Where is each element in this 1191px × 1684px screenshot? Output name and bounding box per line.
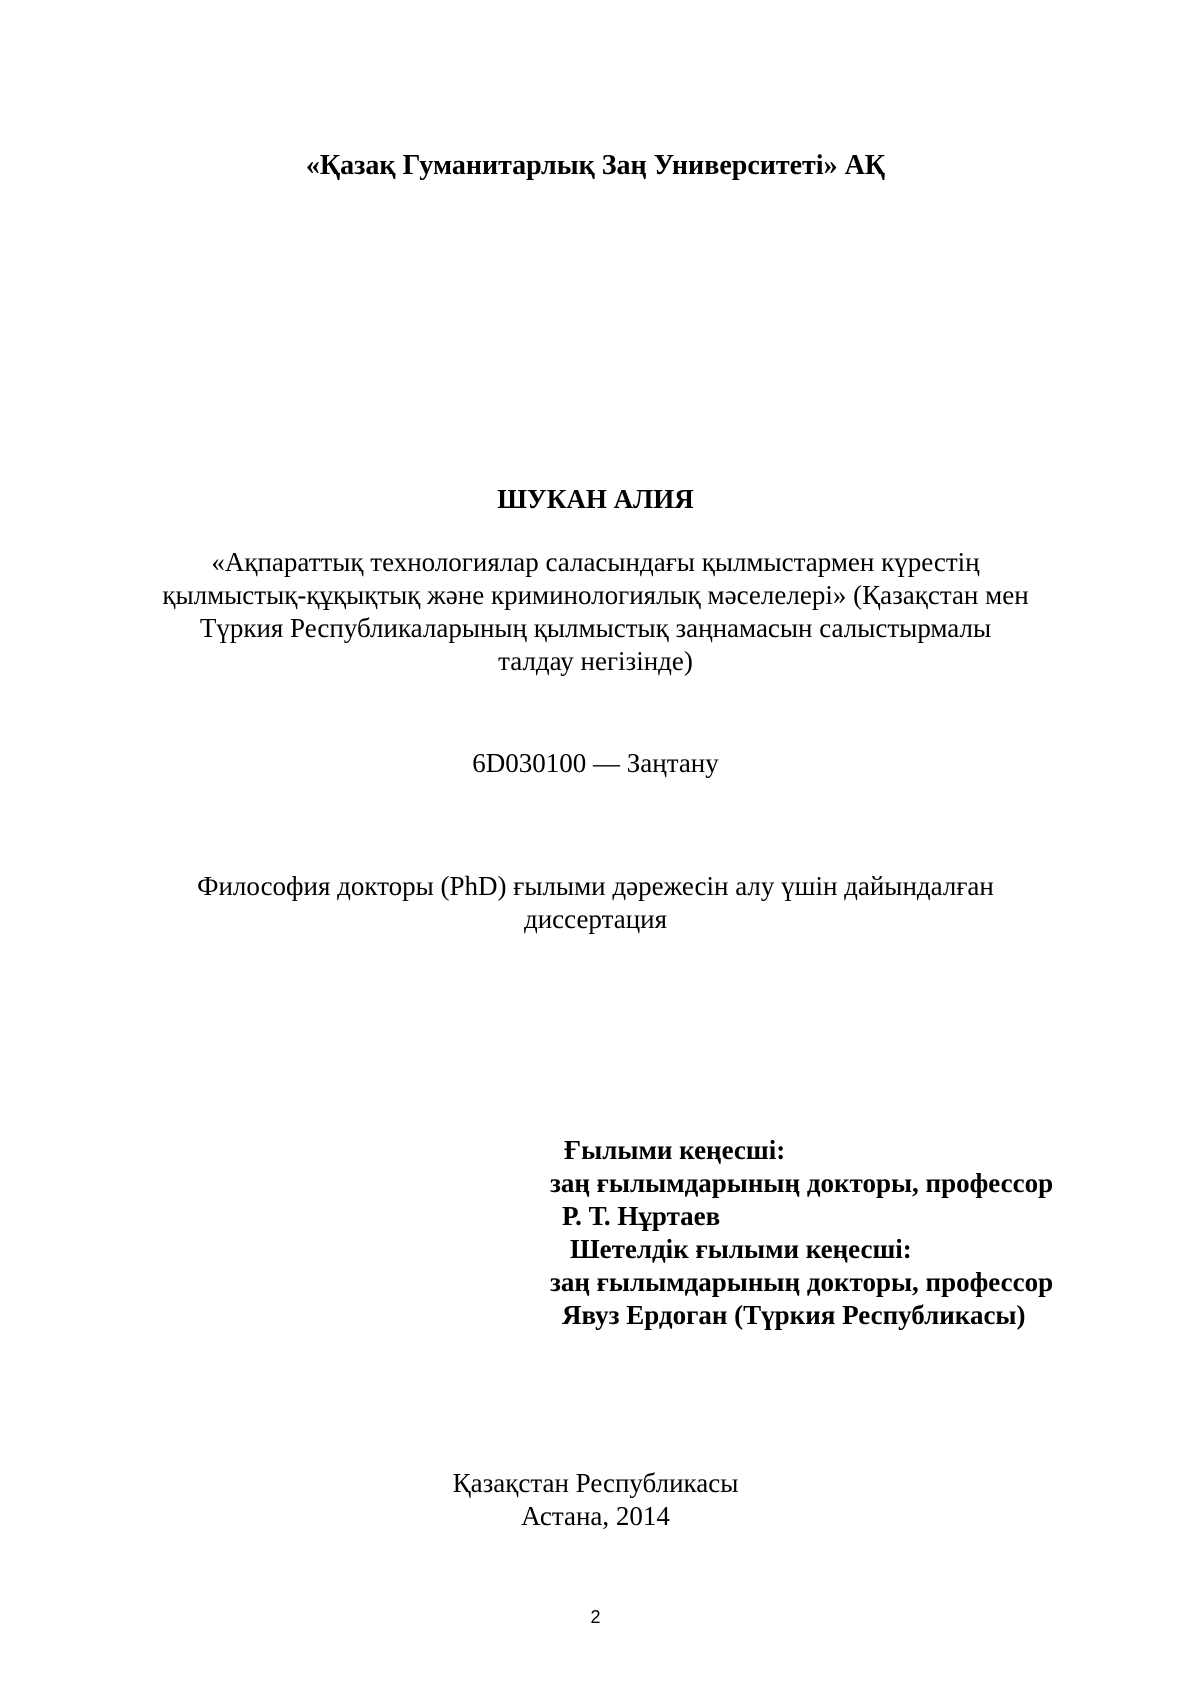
title-line: қылмыстық-құқықтық және криминологиялық мәселелері» (Қазақстан мен [162,580,1029,610]
page-number: 2 [590,1607,601,1627]
university-name: «Қазақ Гуманитарлық Заң Университеті» АҚ [305,150,886,181]
title-line: «Ақпараттық технологиялар саласындағы қылмыстармен күрестің [211,547,980,577]
title-line: Түркия Республикаларының қылмыстық заңнамасын салыстырмалы [199,613,992,643]
degree-statement [0,870,1191,936]
country-line: Қазақстан Республикасы [452,1468,739,1498]
foreign-advisor-name: Явуз Ердоган (Түркия Республикасы) [562,1300,1026,1330]
advisor-title: заң ғылымдарының докторы, профессор [550,1168,1054,1198]
city-year-line: Астана, 2014 [521,1501,670,1531]
specialty-code: 6D030100 — Заңтану [472,748,719,778]
advisor-label: Ғылыми кеңесші: [564,1135,786,1165]
dissertation-title [0,546,1191,678]
degree-line: Философия докторы (PhD) ғылыми дәрежесін алу үшін дайындалған [197,871,994,901]
advisor-name: Р. Т. Нұртаев [562,1201,721,1231]
place-and-year [0,1467,1191,1533]
foreign-advisor-title: заң ғылымдарының докторы, профессор [550,1267,1054,1297]
degree-line: диссертация [523,904,668,934]
foreign-advisor-label: Шетелдік ғылыми кеңесші: [570,1234,912,1264]
author-name: ШУКАН АЛИЯ [497,484,694,514]
title-line: талдау негізінде) [498,646,693,676]
advisors-block [550,1134,1054,1332]
